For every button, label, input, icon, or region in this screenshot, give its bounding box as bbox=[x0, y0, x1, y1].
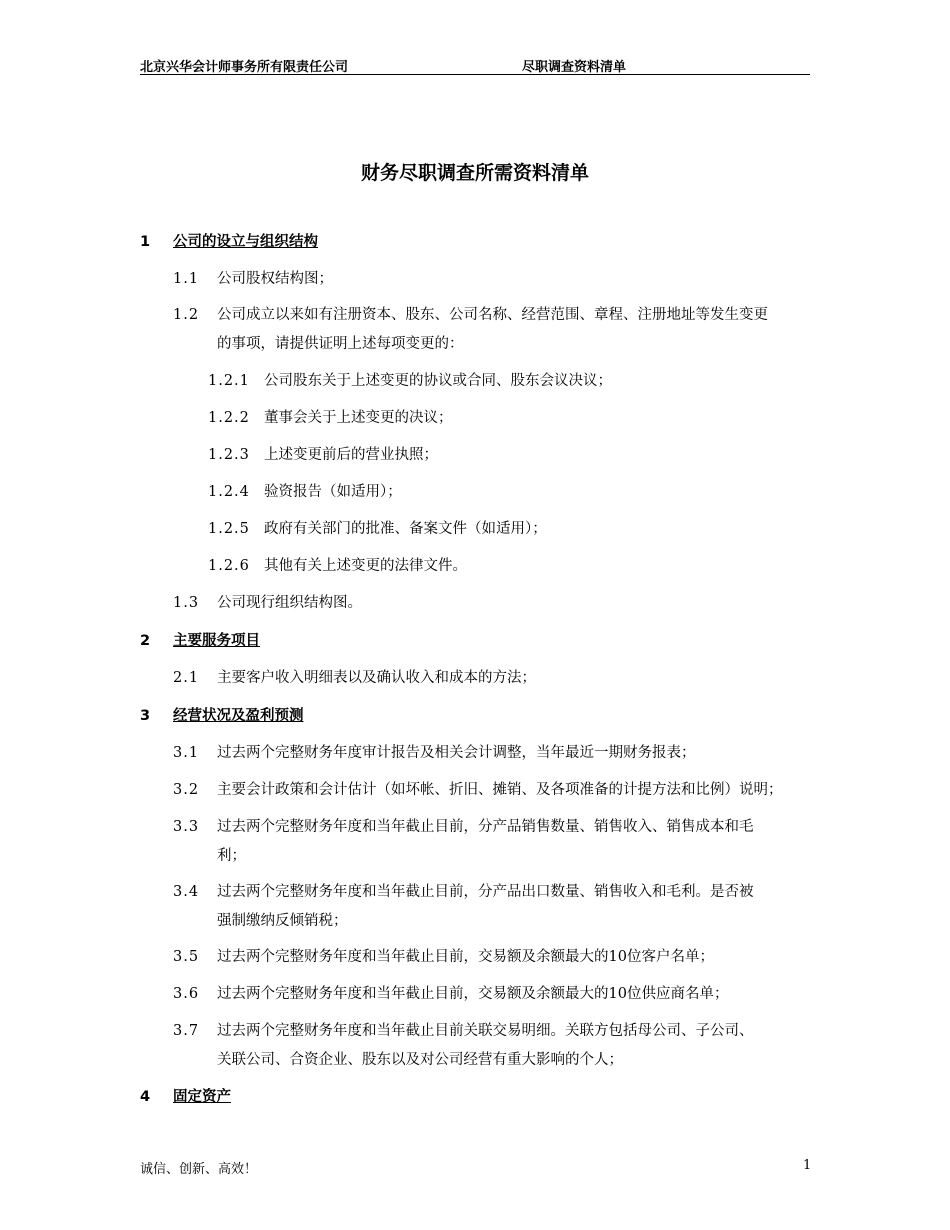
item-text-line1: 公司成立以来如有注册资本、股东、公司名称、经营范围、章程、注册地址等发生变更 bbox=[217, 307, 768, 323]
header-doc-title: 尽职调查资料清单 bbox=[522, 60, 627, 75]
item-text: 公司现行组织结构图。 bbox=[217, 595, 362, 611]
item-number: 3.3 bbox=[173, 819, 200, 835]
subitem-number: 1.2.3 bbox=[208, 447, 250, 463]
page-header bbox=[140, 56, 810, 75]
item-number: 3.6 bbox=[173, 986, 200, 1002]
item-number: 3.4 bbox=[173, 884, 200, 900]
item-number: 1.2 bbox=[173, 307, 200, 323]
page-title: 财务尽职调查所需资料清单 bbox=[360, 162, 589, 184]
item-text: 过去两个完整财务年度审计报告及相关会计调整，当年最近一期财务报表； bbox=[217, 745, 696, 761]
item-number: 1.1 bbox=[173, 271, 200, 287]
item-text-line2: 关联公司、合资企业、股东以及对公司经营有重大影响的个人； bbox=[217, 1052, 623, 1068]
subitem-text: 政府有关部门的批准、备案文件（如适用）； bbox=[264, 521, 547, 537]
section-number: 1 bbox=[140, 234, 151, 250]
subitem-text: 董事会关于上述变更的决议； bbox=[264, 410, 453, 426]
section-number: 2 bbox=[140, 633, 151, 649]
footer-slogan: 诚信、创新、高效！ bbox=[140, 1162, 258, 1177]
section-title: 经营状况及盈利预测 bbox=[173, 708, 304, 724]
header-company: 北京兴华会计师事务所有限责任公司 bbox=[140, 60, 349, 75]
item-number: 3.5 bbox=[173, 949, 200, 965]
section-title: 主要服务项目 bbox=[173, 633, 260, 649]
item-number: 3.1 bbox=[173, 745, 200, 761]
item-text-line2: 强制缴纳反倾销税； bbox=[217, 913, 348, 929]
subitem-text: 上述变更前后的营业执照； bbox=[264, 447, 438, 463]
subitem-text: 公司股东关于上述变更的协议或合同、股东会议决议； bbox=[264, 373, 612, 389]
section-number: 4 bbox=[140, 1089, 151, 1105]
page-number: 1 bbox=[803, 1158, 812, 1173]
item-text-line1: 过去两个完整财务年度和当年截止目前关联交易明细。关联方包括母公司、子公司、 bbox=[217, 1023, 754, 1039]
subitem-text: 验资报告（如适用）； bbox=[264, 484, 402, 500]
subitem-number: 1.2.2 bbox=[208, 410, 250, 426]
item-number: 3.7 bbox=[173, 1023, 200, 1039]
item-text-line1: 过去两个完整财务年度和当年截止目前，分产品销售数量、销售收入、销售成本和毛 bbox=[217, 819, 754, 835]
subitem-text: 其他有关上述变更的法律文件。 bbox=[264, 558, 467, 574]
subitem-number: 1.2.1 bbox=[208, 373, 250, 389]
item-text: 主要会计政策和会计估计（如坏帐、折旧、摊销、及各项准备的计提方法和比例）说明； bbox=[217, 782, 783, 798]
item-number: 1.3 bbox=[173, 595, 200, 611]
item-text: 公司股权结构图； bbox=[217, 271, 333, 287]
section-number: 3 bbox=[140, 708, 151, 724]
subitem-number: 1.2.4 bbox=[208, 484, 250, 500]
subitem-number: 1.2.5 bbox=[208, 521, 250, 537]
subitem-number: 1.2.6 bbox=[208, 558, 250, 574]
section-title: 固定资产 bbox=[173, 1089, 231, 1105]
item-text-line2: 的事项，请提供证明上述每项变更的： bbox=[217, 336, 464, 352]
item-text: 过去两个完整财务年度和当年截止目前，交易额及余额最大的10位客户名单； bbox=[217, 949, 714, 965]
item-text-line2: 利； bbox=[217, 848, 246, 864]
item-text: 过去两个完整财务年度和当年截止目前，交易额及余额最大的10位供应商名单； bbox=[217, 986, 729, 1002]
item-text-line1: 过去两个完整财务年度和当年截止目前，分产品出口数量、销售收入和毛利。是否被 bbox=[217, 884, 754, 900]
item-text: 主要客户收入明细表以及确认收入和成本的方法； bbox=[217, 670, 536, 686]
section-title: 公司的设立与组织结构 bbox=[173, 234, 318, 250]
item-number: 3.2 bbox=[173, 782, 200, 798]
item-number: 2.1 bbox=[173, 670, 200, 686]
